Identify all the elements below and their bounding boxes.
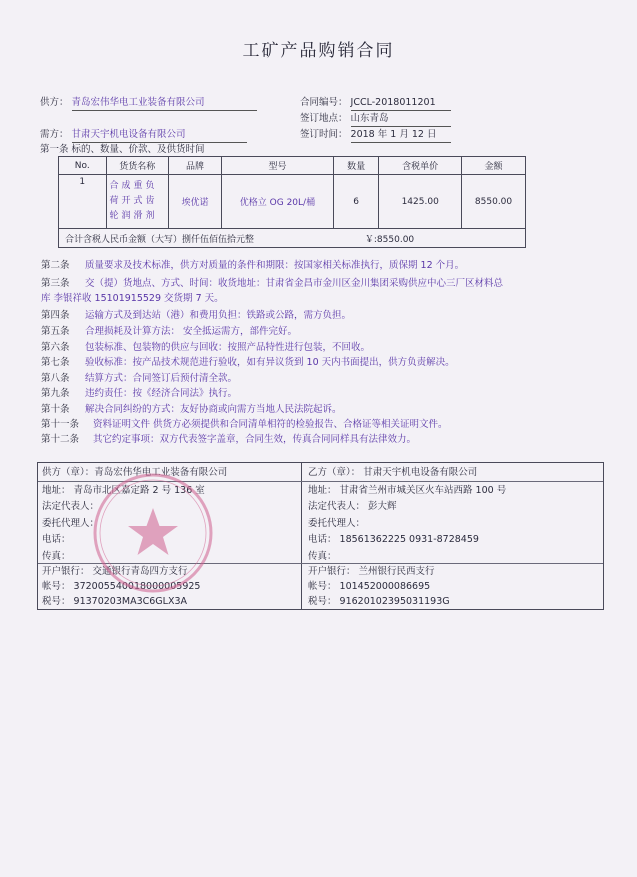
cell-unit-price: 1425.00 bbox=[379, 175, 462, 229]
clause-2: 第二条 质量要求及技术标准，供方对质量的条件和期限：按国家相关标准执行，质保期 12 个月。 bbox=[41, 260, 465, 271]
party-a-phone: 电话： bbox=[42, 534, 71, 545]
supplier-name: 青岛宏伟华电工业装备有限公司 bbox=[72, 97, 257, 111]
table-row bbox=[59, 175, 526, 229]
sign-place-label: 签订地点： bbox=[300, 113, 348, 124]
supplier-label: 供方： bbox=[40, 97, 69, 108]
header-qty: 数量 bbox=[333, 157, 378, 175]
party-a-bank: 开户银行： 交通银行青岛四方支行 bbox=[42, 566, 188, 577]
party-a-fax: 传真： bbox=[42, 551, 71, 562]
clause-6: 第六条 包装标准、包装物的供应与回收：按照产品特性进行包装，不回收。 bbox=[41, 342, 371, 353]
clause-12: 第十二条 其它约定事项：双方代表签字盖章，合同生效，传真合同同样具有法律效力。 bbox=[41, 434, 417, 445]
table-total-row bbox=[59, 229, 526, 248]
sign-place: 山东青岛 bbox=[351, 113, 451, 127]
sign-date-line bbox=[300, 129, 451, 143]
clause-3-cont: 库 李银祥收 15101915529 交货期 7 天。 bbox=[41, 293, 224, 304]
party-b-bank: 开户银行： 兰州银行民西支行 bbox=[308, 566, 435, 577]
party-b-tax-no: 税号： 91620102395031193G bbox=[308, 596, 450, 607]
clause-10: 第十条 解决合同纠纷的方式：友好协商或向需方当地人民法院起诉。 bbox=[41, 404, 342, 415]
party-b-address: 地址： 甘肃省兰州市城关区火车站西路 100 号 bbox=[308, 485, 507, 496]
clause-8: 第八条 结算方式：合同签订后预付清全款。 bbox=[41, 373, 238, 384]
total-amount: ￥:8550.00 bbox=[364, 234, 415, 245]
header-amount: 金额 bbox=[462, 157, 526, 175]
contract-no-line bbox=[300, 97, 451, 111]
table-header-row bbox=[59, 157, 526, 175]
clause-7: 第七条 验收标准：按产品技术规范进行验收，如有异议货到 10 天内书面提出，供方负责解决。 bbox=[41, 357, 455, 368]
supplier-line bbox=[40, 97, 257, 111]
article-1: 第一条 标的、数量、价款、及供货时间 bbox=[40, 144, 205, 155]
party-b-fax: 传真： bbox=[308, 551, 337, 562]
cell-name: 合成重负荷开式齿轮润滑剂 bbox=[106, 175, 169, 229]
sign-date-label: 签订时间： bbox=[300, 129, 348, 140]
party-a-legal-rep: 法定代表人： bbox=[42, 501, 100, 512]
header-name: 货货名称 bbox=[106, 157, 169, 175]
cell-amount: 8550.00 bbox=[462, 175, 526, 229]
total-label: 合计含税人民币金额（大写）捌仟伍佰伍拾元整 bbox=[65, 234, 255, 245]
party-b-account: 帐号： 101452000086695 bbox=[308, 581, 431, 592]
party-a-name: 供方（章）：青岛宏伟华电工业装备有限公司 bbox=[42, 467, 228, 478]
buyer-label: 需方： bbox=[40, 129, 69, 140]
party-a-account: 帐号： 372005540018000005925 bbox=[42, 581, 201, 592]
clause-11: 第十一条 资料证明文件 供货方必须提供和合同清单相符的检验报告、合格证等相关证明文件。 bbox=[41, 419, 448, 430]
contract-no-label: 合同编号： bbox=[300, 97, 348, 108]
cell-qty: 6 bbox=[333, 175, 378, 229]
cell-model: 优格立 OG 20L/桶 bbox=[221, 175, 333, 229]
document-title: 工矿产品购销合同 bbox=[242, 41, 395, 61]
sign-place-line bbox=[300, 113, 451, 127]
clause-4: 第四条 运输方式及到达站（港）和费用负担：铁路或公路，需方负担。 bbox=[41, 310, 352, 321]
party-b-name: 乙方（章）： 甘肃天宇机电设备有限公司 bbox=[308, 467, 478, 478]
header-brand: 品牌 bbox=[169, 157, 222, 175]
party-b-phone: 电话： 18561362225 0931-8728459 bbox=[308, 534, 479, 545]
cell-brand: 埃优诺 bbox=[169, 175, 222, 229]
clause-9: 第九条 违约责任：按《经济合同法》执行。 bbox=[41, 388, 238, 399]
buyer-name: 甘肃天宇机电设备有限公司 bbox=[72, 129, 247, 143]
party-a-address: 地址： 青岛市北区嘉定路 2 号 136 室 bbox=[42, 485, 205, 496]
contract-no: JCCL-2018011201 bbox=[351, 97, 451, 111]
header-no: No. bbox=[59, 157, 107, 175]
party-a-agent: 委托代理人： bbox=[42, 518, 100, 529]
clause-5: 第五条 合理损耗及计算方法： 安全抵运需方，部件完好。 bbox=[41, 326, 298, 337]
signature-rule bbox=[38, 481, 603, 482]
signature-block bbox=[37, 462, 604, 610]
clause-3: 第三条 交（提）货地点、方式、时间：收货地址：甘肃省金昌市金川区金川集团采购供应中心三厂区材料总 bbox=[41, 278, 504, 289]
items-table bbox=[58, 156, 526, 248]
signature-rule bbox=[38, 563, 603, 564]
buyer-line bbox=[40, 129, 247, 143]
cell-no: 1 bbox=[59, 175, 107, 229]
header-unit-price: 含税单价 bbox=[379, 157, 462, 175]
party-a-tax-no: 税号： 91370203MA3C6GLX3A bbox=[42, 596, 187, 607]
header-model: 型号 bbox=[221, 157, 333, 175]
signature-divider bbox=[301, 463, 302, 609]
party-b-legal-rep: 法定代表人： 彭大辉 bbox=[308, 501, 397, 512]
party-b-agent: 委托代理人： bbox=[308, 518, 366, 529]
sign-date: 2018 年 1 月 12 日 bbox=[351, 129, 451, 143]
